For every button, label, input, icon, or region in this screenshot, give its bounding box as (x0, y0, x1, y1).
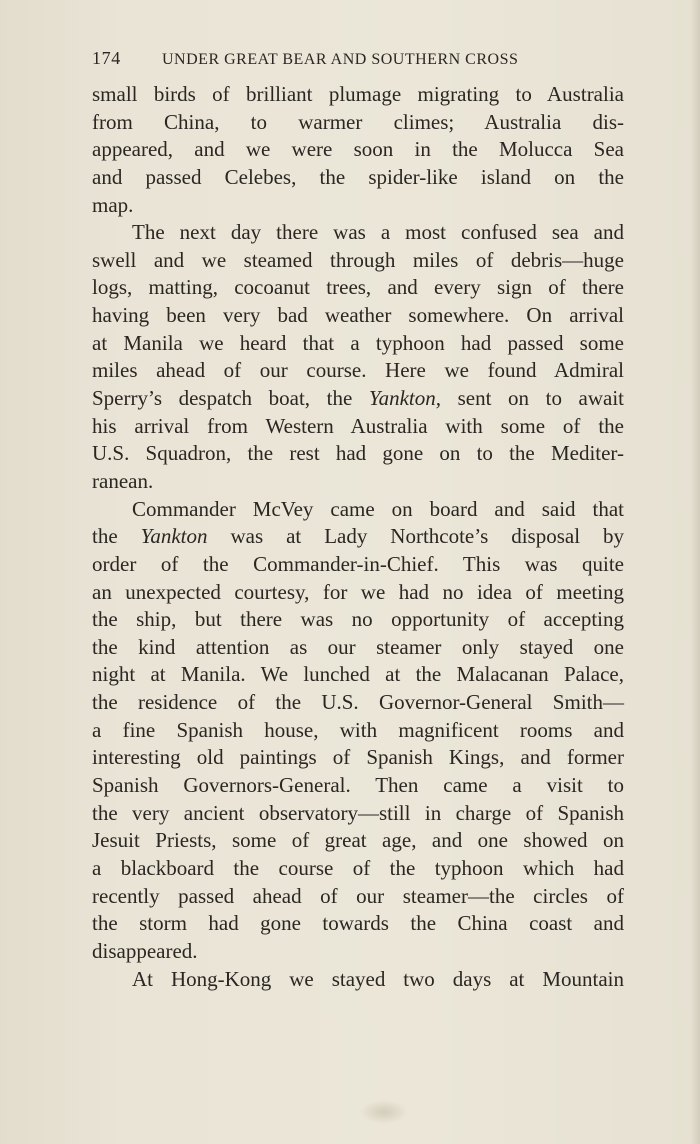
text-line (92, 827, 624, 855)
text-run: appeared, and we were soon in the Molucca Sea (92, 137, 624, 162)
text-line (92, 192, 624, 220)
text-run: and passed Celebes, the spider-like island on the (92, 164, 624, 189)
text-line (92, 772, 624, 800)
text-run: map. (92, 192, 134, 217)
text-line (92, 247, 624, 275)
text-line (92, 164, 624, 192)
text-line (92, 440, 624, 468)
text-line (92, 496, 624, 524)
text-line (92, 744, 624, 772)
text-line (92, 883, 624, 911)
text-run: recently passed ahead of our steamer—the circles of (92, 883, 624, 908)
text-run: a fine Spanish house, with magnificent rooms and (92, 717, 624, 742)
text-line (92, 523, 624, 551)
text-line (92, 855, 624, 883)
text-line (92, 274, 624, 302)
text-run: the ship, but there was no opportunity of accepting (92, 607, 624, 632)
text-line (92, 81, 624, 109)
text-line (92, 606, 624, 634)
text-line (92, 136, 624, 164)
text-run: Commander McVey came on board and said that (132, 496, 624, 521)
text-line (92, 357, 624, 385)
text-run: night at Manila. We lunched at the Malacanan Palace, (92, 662, 624, 687)
text-run: an unexpected courtesy, for we had no idea of meeting (92, 579, 624, 604)
text-line (92, 910, 624, 938)
text-run: ranean. (92, 468, 154, 493)
text-line (92, 413, 624, 441)
text-run: having been very bad weather somewhere. On arrival (92, 303, 624, 328)
text-run: the very ancient observatory—still in charge of Spanish (92, 800, 624, 825)
text-run: the storm had gone towards the China coast and (92, 911, 624, 936)
text-run: disappeared. (92, 938, 198, 963)
text-line (92, 717, 624, 745)
text-run: the (92, 524, 141, 549)
text-line (92, 551, 624, 579)
text-run: order of the Commander-in-Chief. This was quite (92, 551, 624, 576)
italic-text: Yankton, (368, 386, 442, 411)
text-run: a blackboard the course of the typhoon which had (92, 855, 624, 880)
text-run: the residence of the U.S. Governor-General Smith— (92, 690, 624, 715)
text-run: the kind attention as our steamer only stayed one (92, 634, 624, 659)
text-run: Sperry’s despatch boat, the (92, 386, 369, 411)
text-line (92, 385, 624, 413)
text-run: logs, matting, cocoanut trees, and every sign of there (92, 275, 624, 300)
body-text (92, 81, 624, 993)
paper-smudge (360, 1100, 408, 1124)
text-line (92, 966, 624, 994)
running-title: UNDER GREAT BEAR AND SOUTHERN CROSS (162, 51, 519, 68)
text-run: from China, to warmer climes; Australia dis- (92, 109, 624, 134)
page-edge-shadow (690, 0, 700, 1144)
text-run: sent on to await (441, 386, 624, 411)
text-run: his arrival from Western Australia with some of the (92, 413, 624, 438)
text-run: was at Lady Northcote’s disposal by (207, 524, 624, 549)
page-number: 174 (92, 48, 121, 68)
text-run: U.S. Squadron, the rest had gone on to the Mediter- (92, 441, 624, 466)
text-run: Spanish Governors-General. Then came a visit to (92, 773, 624, 798)
text-line (92, 330, 624, 358)
text-run: swell and we steamed through miles of debris—huge (92, 247, 624, 272)
text-run: at Manila we heard that a typhoon had passed some (92, 330, 624, 355)
text-line (92, 468, 624, 496)
italic-text: Yankton (140, 524, 208, 549)
text-run: miles ahead of our course. Here we found Admiral (92, 358, 624, 383)
text-line (92, 634, 624, 662)
text-line (92, 689, 624, 717)
text-run: The next day there was a most confused sea and (132, 220, 624, 245)
text-run: Jesuit Priests, some of great age, and one showed on (92, 828, 624, 853)
text-line (92, 109, 624, 137)
text-line (92, 302, 624, 330)
text-line (92, 800, 624, 828)
running-header (92, 44, 632, 72)
text-line (92, 661, 624, 689)
text-line (92, 579, 624, 607)
text-run: At Hong-Kong we stayed two days at Mountain (132, 966, 624, 991)
text-line (92, 938, 624, 966)
text-run: interesting old paintings of Spanish Kings, and former (92, 745, 624, 770)
text-run: small birds of brilliant plumage migrating to Australia (92, 82, 624, 106)
text-line (92, 219, 624, 247)
